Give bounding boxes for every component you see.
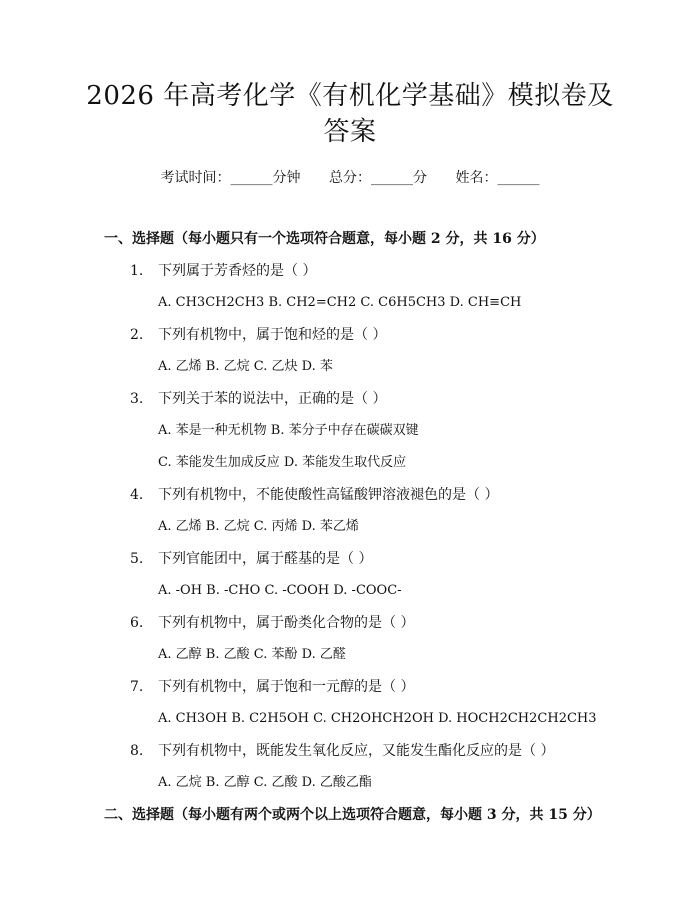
question-5-options: A. -OH B. -CHO C. -COOH D. -COOC- [158, 583, 402, 598]
question-3 [130, 389, 386, 409]
question-4 [130, 485, 498, 505]
question-2 [130, 325, 386, 345]
question-text: 下列官能团中，属于醛基的是（ ） [158, 551, 373, 567]
exam-info-row [0, 168, 700, 188]
page-title [60, 78, 640, 150]
question-text: 下列属于芳香烃的是（ ） [158, 263, 317, 279]
section-heading-2: 二、选择题（每小题有两个或两个以上选项符合题意，每小题 3 分，共 15 分） [104, 807, 601, 823]
question-3-options-1: A. 苯是一种无机物 B. 苯分子中存在碳碳双键 [158, 423, 419, 438]
question-number: 1. [130, 263, 144, 279]
question-text: 下列有机物中，属于饱和烃的是（ ） [158, 327, 387, 343]
question-text: 下列有机物中，既能发生氧化反应，又能发生酯化反应的是（ ） [158, 743, 555, 759]
question-2-options: A. 乙烯 B. 乙烷 C. 乙炔 D. 苯 [158, 359, 333, 374]
question-text: 下列关于苯的说法中，正确的是（ ） [158, 391, 387, 407]
question-text: 下列有机物中，不能使酸性高锰酸钾溶液褪色的是（ ） [158, 487, 499, 503]
question-number: 5. [130, 551, 144, 567]
question-1 [130, 261, 316, 281]
question-7-options: A. CH3OH B. C2H5OH C. CH2OHCH2OH D. HOCH2CH2CH2CH3 [158, 711, 597, 726]
total-score-field: 总分：______分 [329, 170, 427, 186]
question-number: 2. [130, 327, 144, 343]
question-6 [130, 613, 414, 633]
question-number: 3. [130, 391, 144, 407]
question-4-options: A. 乙烯 B. 乙烷 C. 丙烯 D. 苯乙烯 [158, 519, 359, 534]
section-heading-1: 一、选择题（每小题只有一个选项符合题意，每小题 2 分，共 16 分） [104, 231, 545, 247]
question-8 [130, 741, 554, 761]
question-text: 下列有机物中，属于酚类化合物的是（ ） [158, 615, 415, 631]
question-5 [130, 549, 372, 569]
question-text: 下列有机物中，属于饱和一元醇的是（ ） [158, 679, 415, 695]
title-line-1: 2026 年高考化学《有机化学基础》模拟卷及 [86, 81, 614, 111]
question-6-options: A. 乙醇 B. 乙酸 C. 苯酚 D. 乙醛 [158, 647, 346, 662]
question-8-options: A. 乙烷 B. 乙醇 C. 乙酸 D. 乙酸乙酯 [158, 775, 372, 790]
question-number: 8. [130, 743, 144, 759]
exam-time-field: 考试时间：______分钟 [160, 170, 301, 186]
question-1-options: A. CH3CH2CH3 B. CH2=CH2 C. C6H5CH3 D. CH≡CH [158, 295, 522, 310]
question-3-options-2: C. 苯能发生加成反应 D. 苯能发生取代反应 [158, 455, 407, 470]
student-name-field: 姓名：______ [455, 170, 540, 186]
question-number: 7. [130, 679, 144, 695]
question-number: 6. [130, 615, 144, 631]
question-number: 4. [130, 487, 144, 503]
title-line-2: 答案 [323, 117, 377, 147]
question-7 [130, 677, 414, 697]
